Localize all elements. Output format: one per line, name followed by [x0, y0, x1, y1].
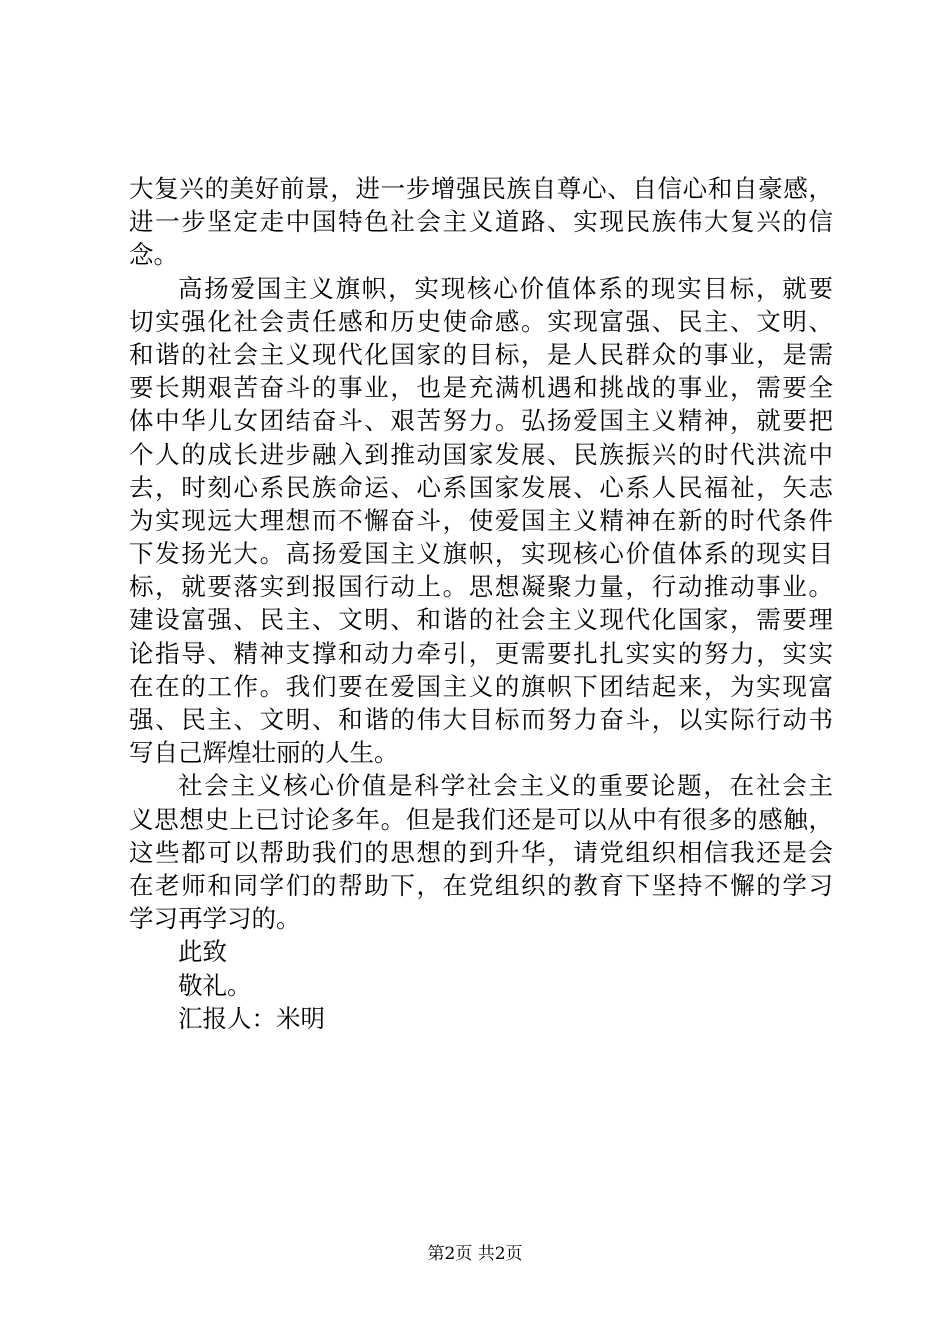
- text-line: 和谐的社会主义现代化国家的目标，是人民群众的事业，是需: [129, 339, 833, 369]
- text-line: 个人的成长进步融入到推动国家发展、民族振兴的时代洪流中: [129, 439, 833, 469]
- page-footer: [0, 1243, 950, 1265]
- text-line: 写自己辉煌壮丽的人生。: [129, 738, 399, 768]
- text-line: 为实现远大理想而不懈奋斗，使爱国主义精神在新的时代条件: [129, 505, 833, 535]
- text-line: 建设富强、民主、文明、和谐的社会主义现代化国家，需要理: [129, 605, 833, 635]
- text-line: 体中华儿女团结奋斗、艰苦努力。弘扬爱国主义精神，就要把: [129, 406, 833, 436]
- text-line: 去，时刻心系民族命运、心系国家发展、心系人民福祉，矢志: [129, 472, 833, 502]
- text-line: 要长期艰苦奋斗的事业，也是充满机遇和挑战的事业，需要全: [129, 373, 833, 403]
- text-line: 进一步坚定走中国特色社会主义道路、实现民族伟大复兴的信: [129, 207, 833, 237]
- text-line: 强、民主、文明、和谐的伟大目标而努力奋斗，以实际行动书: [129, 705, 833, 734]
- paragraph: [129, 172, 833, 272]
- text-line: 下发扬光大。高扬爱国主义旗帜，实现核心价值体系的现实目: [129, 539, 833, 569]
- page-number-label: 第2页 共2页: [427, 1244, 523, 1264]
- closing-greeting: 此致: [178, 937, 227, 967]
- text-line: 义思想史上已讨论多年。但是我们还是可以从中有很多的感触，: [129, 804, 833, 834]
- text-line: 念。: [129, 240, 178, 270]
- document-body: [129, 172, 833, 1035]
- text-line: 这些都可以帮助我们的思想的到升华，请党组织相信我还是会: [129, 837, 833, 867]
- text-line: 切实强化社会责任感和历史使命感。实现富强、民主、文明、: [129, 306, 833, 336]
- paragraph: [129, 272, 833, 770]
- text-line: 在在的工作。我们要在爱国主义的旗帜下团结起来，为实现富: [129, 671, 833, 701]
- text-line: 论指导、精神支撑和动力牵引，更需要扎扎实实的努力，实实: [129, 638, 833, 668]
- paragraph: [129, 769, 833, 935]
- text-line: 标，就要落实到报国行动上。思想凝聚力量，行动推动事业。: [129, 572, 833, 602]
- text-line: 社会主义核心价值是科学社会主义的重要论题，在社会主: [178, 771, 833, 801]
- text-line: 高扬爱国主义旗帜，实现核心价值体系的现实目标，就要: [178, 273, 833, 303]
- closing-salute: 敬礼。: [178, 970, 252, 1000]
- text-line: 学习再学习的。: [129, 904, 301, 934]
- signature-line: 汇报人：米明: [178, 1003, 325, 1033]
- text-line: 在老师和同学们的帮助下，在党组织的教育下坚持不懈的学习: [129, 870, 833, 900]
- text-line: 大复兴的美好前景，进一步增强民族自尊心、自信心和自豪感，: [129, 174, 833, 203]
